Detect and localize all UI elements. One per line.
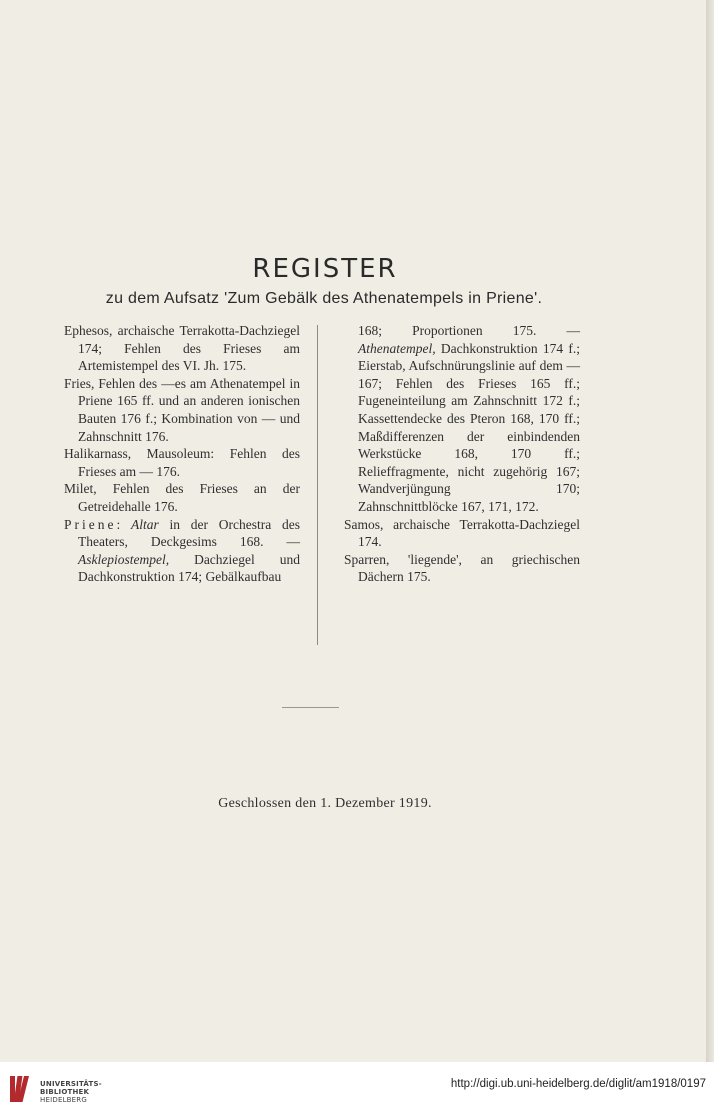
register-entry-fries: Fries, Fehlen des —es am Athenatempel in Priene 165 ff. und an anderen ionischen Bauten 176 f.; Kombination von — und Zahnschnitt 176. xyxy=(64,375,300,444)
priene-text-2: Dachziegel und Dachkonstruktion 174; Gebälkaufbau xyxy=(78,551,300,585)
library-name-line-2: BIBLIOTHEK xyxy=(40,1088,90,1096)
register-entry-sparren: Sparren, 'liegende', an griechischen Dächern 175. xyxy=(344,551,580,585)
page-edge-shadow xyxy=(706,0,714,1062)
priene-asklepiostempel: Asklepiostempel, xyxy=(78,551,170,567)
register-entry-samos: Samos, archaische Terrakotta-Dachziegel 174. xyxy=(344,516,580,550)
register-entry-priene xyxy=(64,516,300,586)
register-column-right xyxy=(344,322,580,586)
page-subtitle: zu dem Aufsatz 'Zum Gebälk des Athenatempels in Priene'. xyxy=(105,290,543,307)
register-entry-halikarnass: Halikarnass, Mausoleum: Fehlen des Frieses am — 176. xyxy=(64,446,300,479)
library-name-line-1: UNIVERSITÄTS- xyxy=(40,1080,102,1088)
priene-headword: Priene xyxy=(64,516,117,532)
priene-athenatempel: Athenatempel, xyxy=(358,340,436,356)
column-divider xyxy=(317,325,318,645)
register-entry-milet: Milet, Fehlen des Frieses an der Getreidehalle 176. xyxy=(64,481,300,514)
library-logo-icon xyxy=(8,1072,34,1106)
footer-bar xyxy=(0,1062,714,1118)
register-column-left xyxy=(64,322,300,586)
separator-rule xyxy=(282,707,339,708)
priene-altar: Altar xyxy=(131,516,159,532)
priene-cont-text-1: 168; Proportionen 175. — xyxy=(358,323,580,338)
closing-note: Geschlossen den 1. Dezember 1919. xyxy=(218,796,432,811)
page-title: REGISTER xyxy=(252,254,398,284)
register-entry-priene-continued xyxy=(344,322,580,516)
register-entry-ephesos: Ephesos, archaische Terrakotta-Dachziegel 174; Fehlen des Frieses am Artemistempel des VI. Jh. 175. xyxy=(64,323,300,374)
source-url-link[interactable]: http://digi.ub.uni-heidelberg.de/diglit/am1918/0197 xyxy=(450,1078,706,1090)
library-name-line-3: HEIDELBERG xyxy=(40,1096,87,1104)
priene-separator: : xyxy=(116,516,132,532)
priene-cont-text-2: Dachkonstruktion 174 f.; Eierstab, Aufschnürungslinie auf dem — 167; Fehlen des Frieses 165 ff.; Fugeneinteilung am Zahnschnitt 172 f.; Kassettendecke des Pteron 168, 170 ff.; Maßdifferenzen der einbindenden Werkstücke 168, 170 ff.; Relieffragmente, nicht zugehörig 167; Wandverjüngung 170; Zahnschnittblöcke 167, 171, 172. xyxy=(358,340,580,514)
priene-text-1: in der Orchestra des Theaters, Deckgesims 168. — xyxy=(78,516,300,550)
